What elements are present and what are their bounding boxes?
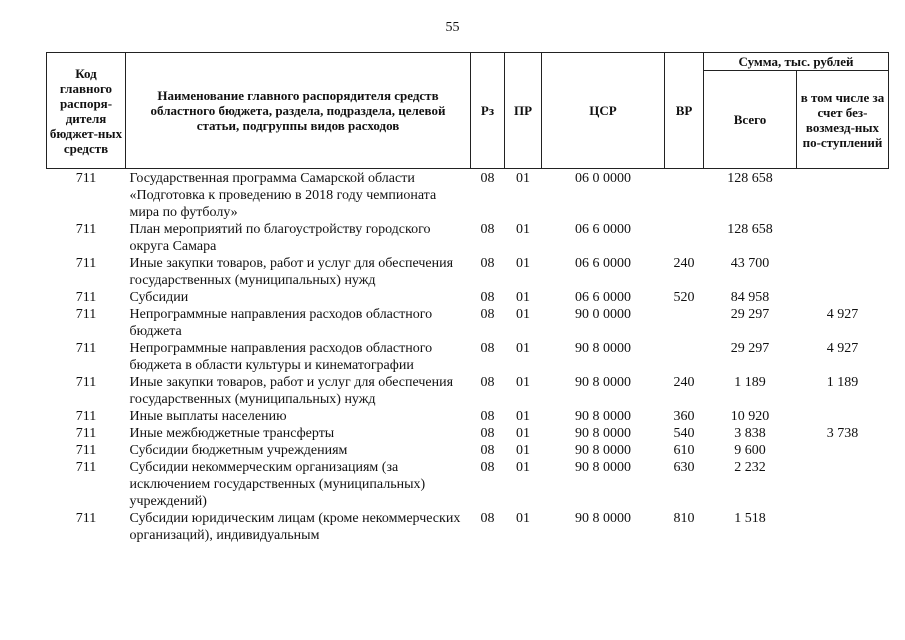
cell-total: 1 518 <box>734 511 766 526</box>
table-row <box>47 255 889 289</box>
cell-total: 29 297 <box>730 307 770 322</box>
cell-csr: 06 6 0000 <box>575 256 631 271</box>
cell-vr: 360 <box>673 409 695 424</box>
cell-name: Иные закупки товаров, работ и услуг для обеспечения государственных (муниципальных) нужд <box>129 256 454 288</box>
cell-rz: 08 <box>480 171 495 186</box>
table-row <box>47 221 889 255</box>
cell-csr: 06 0 0000 <box>575 171 631 186</box>
cell-vr: 540 <box>673 426 695 441</box>
cell-incl <box>797 408 889 425</box>
cell-csr: 06 6 0000 <box>575 222 631 237</box>
cell-total: 1 189 <box>734 375 766 390</box>
table-row <box>47 340 889 374</box>
cell-csr: 90 0 0000 <box>575 307 631 322</box>
header-vr: ВР <box>665 53 704 169</box>
cell-total: 43 700 <box>730 256 770 271</box>
cell-incl <box>797 221 889 255</box>
header-incl: в том числе за счет без-возмезд-ных по-ступлений <box>797 71 889 169</box>
cell-code: 711 <box>75 256 97 271</box>
cell-total: 10 920 <box>730 409 770 424</box>
cell-rz: 08 <box>480 341 495 356</box>
cell-vr <box>665 169 704 222</box>
cell-incl: 1 189 <box>826 375 859 390</box>
cell-vr: 810 <box>673 511 695 526</box>
cell-name: Непрограммные направления расходов областного бюджета <box>129 307 433 339</box>
table-row <box>47 442 889 459</box>
table-row <box>47 510 889 544</box>
cell-rz: 08 <box>480 307 495 322</box>
table-row <box>47 289 889 306</box>
cell-csr: 90 8 0000 <box>575 409 631 424</box>
cell-csr: 90 8 0000 <box>575 426 631 441</box>
cell-csr: 90 8 0000 <box>575 460 631 475</box>
cell-vr: 520 <box>673 290 695 305</box>
table-body <box>47 169 889 545</box>
cell-code: 711 <box>75 290 97 305</box>
cell-pr: 01 <box>516 307 530 322</box>
page-number: 55 <box>445 20 460 35</box>
cell-vr <box>665 221 704 255</box>
cell-name: Иные выплаты населению <box>129 409 287 424</box>
cell-vr: 610 <box>673 443 695 458</box>
cell-name: План мероприятий по благоустройству городского округа Самара <box>129 222 431 254</box>
cell-pr: 01 <box>516 290 530 305</box>
cell-pr: 01 <box>516 409 530 424</box>
header-total: Всего <box>704 71 797 169</box>
cell-incl: 4 927 <box>826 341 859 356</box>
table-row <box>47 169 889 222</box>
cell-vr: 630 <box>673 460 695 475</box>
cell-incl: 4 927 <box>826 307 859 322</box>
cell-incl <box>797 289 889 306</box>
cell-code: 711 <box>75 375 97 390</box>
cell-incl <box>797 169 889 222</box>
cell-code: 711 <box>75 307 97 322</box>
cell-name: Непрограммные направления расходов областного бюджета в области культуры и кинематографии <box>129 341 433 373</box>
cell-rz: 08 <box>480 460 495 475</box>
cell-code: 711 <box>75 222 97 237</box>
cell-name: Субсидии бюджетным учреждениям <box>129 443 348 458</box>
cell-vr <box>665 340 704 374</box>
cell-pr: 01 <box>516 256 530 271</box>
cell-vr <box>665 306 704 340</box>
cell-code: 711 <box>75 409 97 424</box>
cell-total: 3 838 <box>734 426 766 441</box>
header-rz: Рз <box>471 53 505 169</box>
header-name: Наименование главного распорядителя средств областного бюджета, раздела, подраздела, целевой статьи, подгруппы видов расходов <box>126 53 471 169</box>
cell-pr: 01 <box>516 341 530 356</box>
cell-pr: 01 <box>516 460 530 475</box>
cell-pr: 01 <box>516 375 530 390</box>
cell-code: 711 <box>75 426 97 441</box>
header-csr: ЦСР <box>542 53 665 169</box>
cell-name: Субсидии юридическим лицам (кроме некоммерческих организаций), индивидуальным <box>129 511 461 543</box>
cell-rz: 08 <box>480 256 495 271</box>
cell-csr: 90 8 0000 <box>575 511 631 526</box>
cell-code: 711 <box>75 341 97 356</box>
cell-total: 128 658 <box>727 171 773 186</box>
cell-incl <box>797 255 889 289</box>
cell-code: 711 <box>75 511 97 526</box>
cell-incl <box>797 510 889 544</box>
cell-total: 128 658 <box>727 222 773 237</box>
cell-csr: 06 6 0000 <box>575 290 631 305</box>
budget-table <box>46 52 889 544</box>
cell-rz: 08 <box>480 375 495 390</box>
table-header <box>47 53 889 169</box>
table-row <box>47 408 889 425</box>
cell-code: 711 <box>75 443 97 458</box>
cell-name: Субсидии <box>129 290 189 305</box>
cell-incl: 3 738 <box>826 426 859 441</box>
cell-name: Иные закупки товаров, работ и услуг для обеспечения государственных (муниципальных) нужд <box>129 375 454 407</box>
header-code: Код главного распоря-дителя бюджет-ных средств <box>47 53 126 169</box>
cell-vr: 240 <box>673 256 695 271</box>
cell-rz: 08 <box>480 443 495 458</box>
cell-total: 84 958 <box>730 290 770 305</box>
cell-total: 29 297 <box>730 341 770 356</box>
header-pr: ПР <box>505 53 542 169</box>
cell-incl <box>797 442 889 459</box>
cell-total: 9 600 <box>734 443 766 458</box>
cell-pr: 01 <box>516 443 530 458</box>
cell-total: 2 232 <box>734 460 766 475</box>
table-row <box>47 425 889 442</box>
cell-name: Иные межбюджетные трансферты <box>129 426 335 441</box>
table-row <box>47 306 889 340</box>
cell-name: Субсидии некоммерческим организациям (за исключением государственных (муниципальных) учреждений) <box>129 460 426 509</box>
table-row <box>47 374 889 408</box>
cell-rz: 08 <box>480 426 495 441</box>
cell-incl <box>797 459 889 510</box>
cell-pr: 01 <box>516 426 530 441</box>
cell-pr: 01 <box>516 511 530 526</box>
cell-csr: 90 8 0000 <box>575 341 631 356</box>
cell-rz: 08 <box>480 290 495 305</box>
cell-name: Государственная программа Самарской области «Подготовка к проведению в 2018 году чемпионата мира по футболу» <box>129 171 437 220</box>
header-sum-group: Сумма, тыс. рублей <box>704 53 889 71</box>
cell-rz: 08 <box>480 409 495 424</box>
table-row <box>47 459 889 510</box>
cell-code: 711 <box>75 171 97 186</box>
cell-vr: 240 <box>673 375 695 390</box>
cell-code: 711 <box>75 460 97 475</box>
cell-rz: 08 <box>480 222 495 237</box>
cell-pr: 01 <box>516 171 530 186</box>
cell-csr: 90 8 0000 <box>575 443 631 458</box>
cell-csr: 90 8 0000 <box>575 375 631 390</box>
cell-pr: 01 <box>516 222 530 237</box>
cell-rz: 08 <box>480 511 495 526</box>
